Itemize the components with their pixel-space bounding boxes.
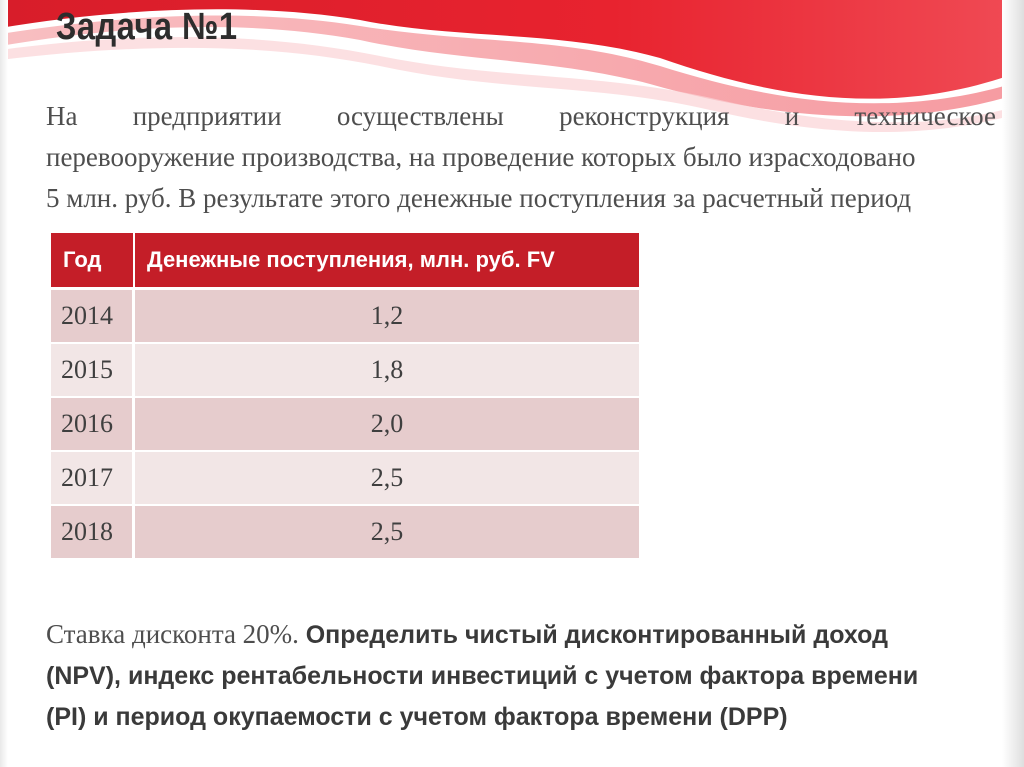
discount-rate-text: Ставка дисконта 20%. [46,619,306,649]
slide-title: Задача №1 [56,6,238,48]
intro-line-1 [46,96,996,137]
intro-line-3: 5 млн. руб. В результате этого денежные поступления за расчетный период [46,183,912,213]
year-cell: 2014 [51,290,135,344]
task-line-1 [46,614,1006,655]
value-cell: 2,5 [135,506,639,560]
intro-word: техническое [854,101,996,131]
intro-word: реконструкция [559,101,730,131]
table-row [51,506,639,560]
task-bold-3: (PI) и период окупаемости с учетом фактора времени (DPP) [46,703,788,731]
year-cell: 2017 [51,452,135,506]
task-line-2 [46,655,1006,696]
task-bold-2: (NPV), индекс рентабельности инвестиций с учетом фактора времени [46,662,919,690]
table-row [51,344,639,398]
left-page-edge [0,0,8,767]
intro-word: осуществлены [336,101,504,131]
intro-word: На [46,101,78,131]
header-cash-flow: Денежные поступления, млн. руб. FV [135,233,639,290]
table-row [51,398,639,452]
year-cell: 2016 [51,398,135,452]
value-cell: 1,8 [135,344,639,398]
table-row [51,452,639,506]
cash-flow-table [51,233,639,560]
year-cell: 2018 [51,506,135,560]
value-cell: 1,2 [135,290,639,344]
intro-word: предприятии [132,101,282,131]
intro-word: и [784,101,800,131]
table-row [51,290,639,344]
table-header-row [51,233,639,290]
value-cell: 2,5 [135,452,639,506]
task-line-3 [46,696,1006,737]
value-cell: 2,0 [135,398,639,452]
year-cell: 2015 [51,344,135,398]
task-statement [46,614,1006,737]
problem-statement [46,96,996,219]
header-year: Год [51,233,135,290]
intro-line-2: перевооружение производства, на проведение которых было израсходовано [46,142,916,172]
task-bold-1: Определить чистый дисконтированный доход [305,621,888,649]
